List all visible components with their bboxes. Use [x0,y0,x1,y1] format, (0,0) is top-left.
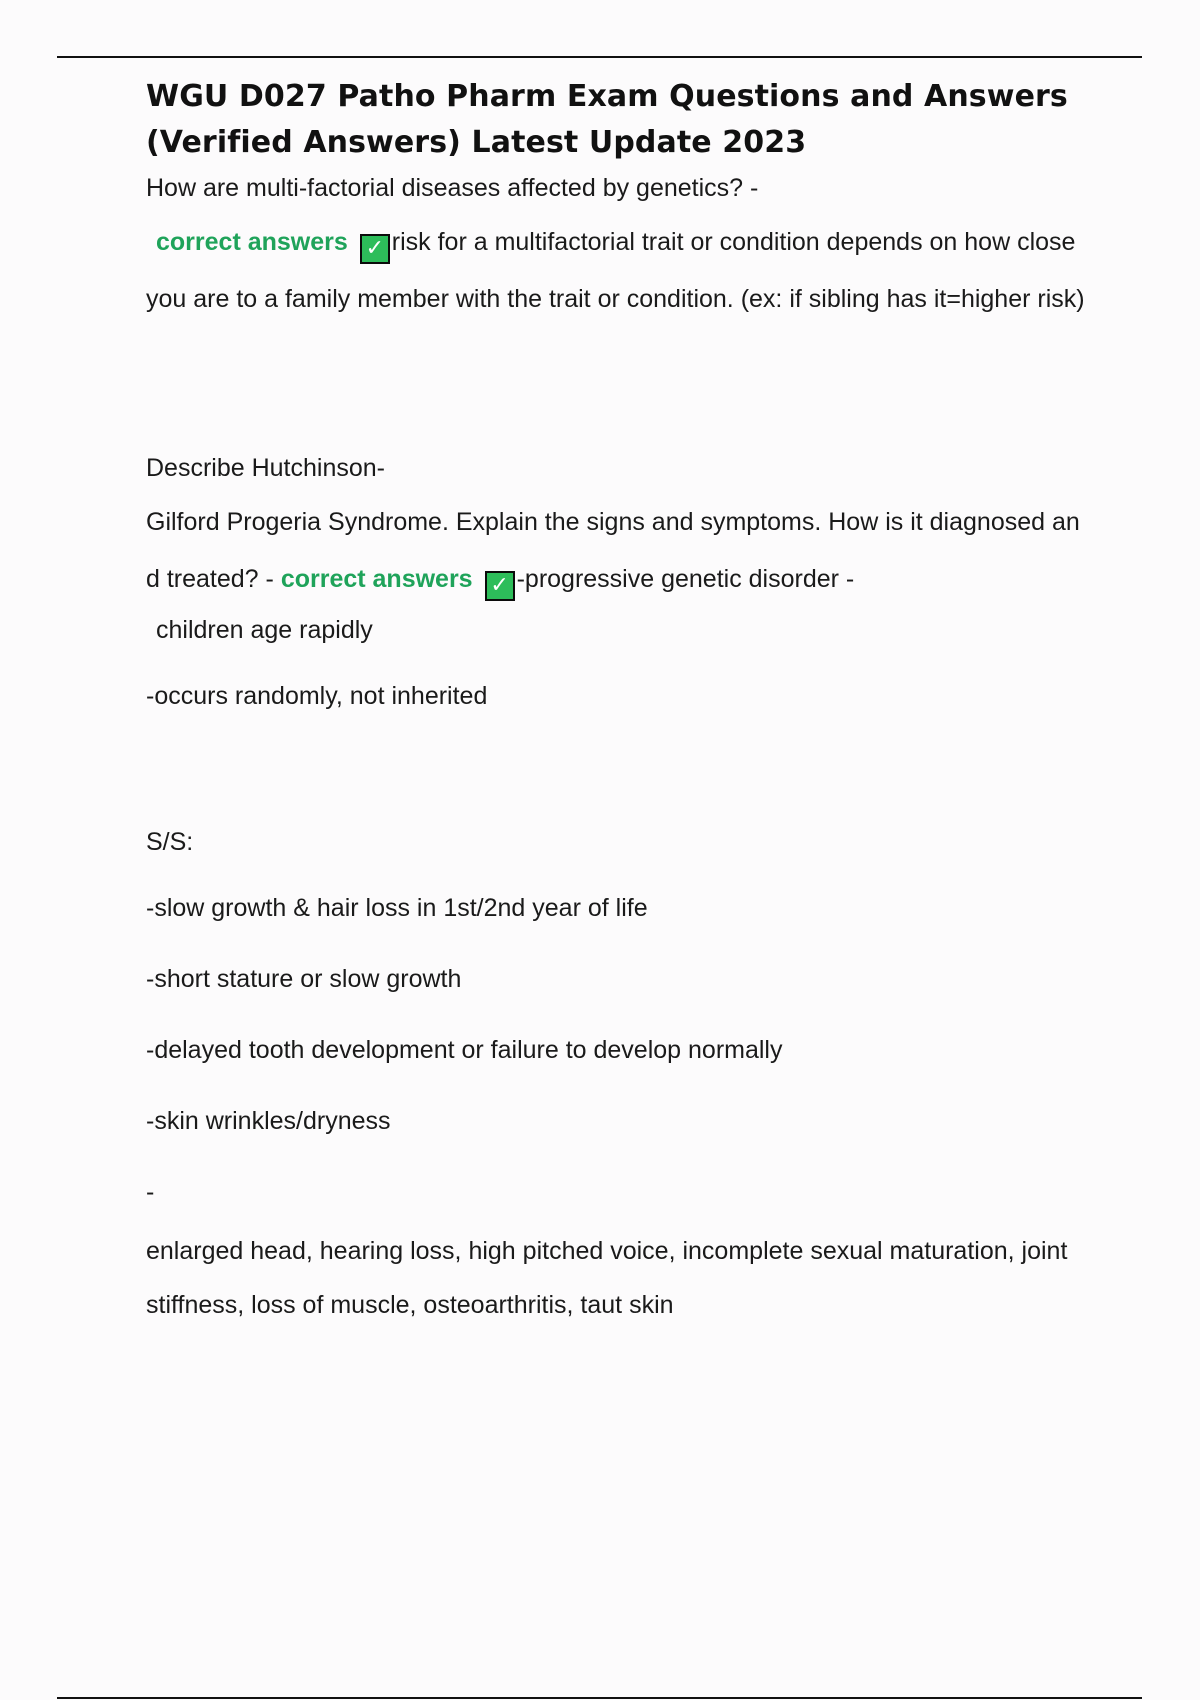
question-2-text: Gilford Progeria Syndrome. Explain the signs and symptoms. How is it diagnosed and treated? - [146,508,1080,593]
answer-2-cont-text: children age rapidly [156,616,373,644]
line-occurs-randomly: -occurs randomly, not inherited [146,682,488,710]
symptom-item-last: enlarged head, hearing loss, high pitched voice, incomplete sexual maturation, joint stiffness, loss of muscle, osteoarthritis, taut skin [146,1237,1068,1319]
document-page [146,74,1086,1332]
correct-answers-tag: correct answers [156,228,348,256]
symptom-item: -short stature or slow growth [146,965,462,993]
bottom-rule [57,1697,1142,1699]
document-title: WGU D027 Patho Pharm Exam Questions and Answers (Verified Answers) Latest Update 2023 [146,79,1068,160]
spacer [146,718,1086,810]
symptom-item: - [146,1178,155,1206]
spacer [146,328,1086,428]
checkmark-icon: ✓ [360,234,390,264]
question-2-line-1: Describe Hutchinson- [146,454,385,482]
answer-1-text: risk for a multifactorial trait or condition depends on how close you are to a family member with the trait or condition. (ex: if sibling has it=higher risk) [146,228,1085,313]
symptom-item: -skin wrinkles/dryness [146,1107,391,1135]
answer-1 [146,214,1086,328]
answer-2-continuation [146,608,1086,652]
symptom-item: -delayed tooth development or failure to develop normally [146,1036,783,1064]
symptom-item: -slow growth & hair loss in 1st/2nd year of life [146,894,648,922]
answer-2-lead: -progressive genetic disorder - [516,565,855,593]
question-1: How are multi-factorial diseases affected by genetics? - [146,174,759,202]
question-2-block [146,494,1086,608]
signs-symptoms-label: S/S: [146,828,194,856]
checkmark-icon: ✓ [485,571,515,601]
correct-answers-tag: correct answers [280,565,473,593]
top-rule [57,56,1142,58]
